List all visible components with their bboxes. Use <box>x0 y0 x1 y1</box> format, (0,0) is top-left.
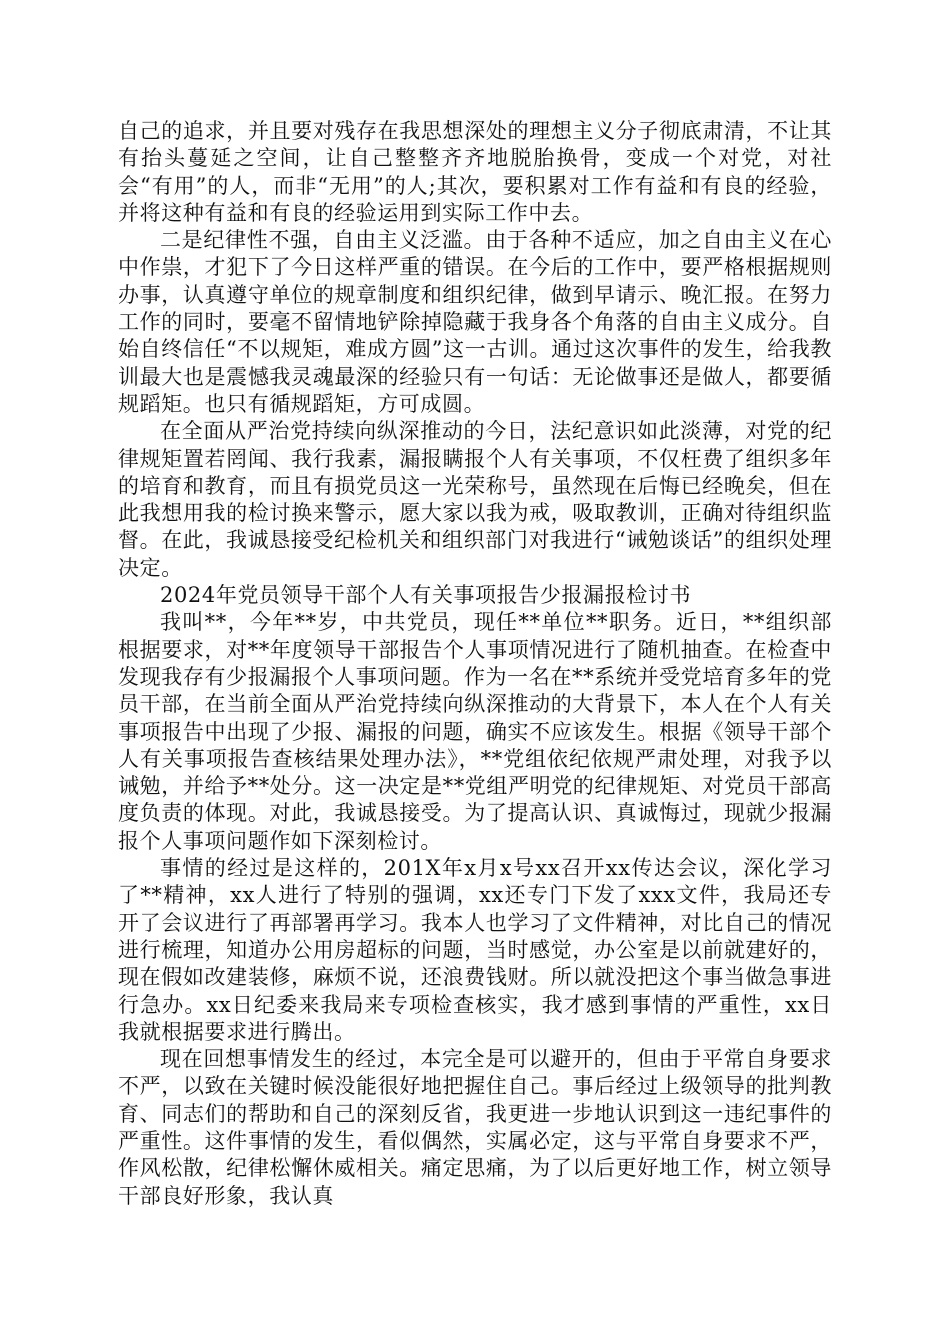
document-page <box>118 118 832 1210</box>
paragraph-continuation: 自己的追求，并且要对残存在我思想深处的理想主义分子彻底肃清，不让其有抬头蔓延之空间，让自己整整齐齐地脱胎换骨，变成一个对党，对社会“有用”的人，而非“无用”的人;其次，要积累对工作有益和有良的经验，并将这种有益和有良的经验运用到实际工作中去。 <box>118 119 832 225</box>
paragraph-discipline: 二是纪律性不强，自由主义泛滥。由于各种不适应，加之自由主义在心中作祟，才犯下了今日这样严重的错误。在今后的工作中，要严格根据规则办事，认真遵守单位的规章制度和组织纪律，做到早请示、晚汇报。在努力工作的同时，要毫不留情地铲除掉隐藏于我身各个角落的自由主义成分。自始自终信任“不以规矩，难成方圆”这一古训。通过这次事件的发生，给我教训最大也是震憾我灵魂最深的经验只有一句话：无论做事还是做人，都要循规蹈矩。也只有循规蹈矩，方可成圆。 <box>118 228 832 416</box>
paragraph-reflection: 现在回想事情发生的经过，本完全是可以避开的，但由于平常自身要求不严，以致在关键时候没能很好地把握住自己。事后经过上级领导的批判教育、同志们的帮助和自己的深刻反省，我更进一步地认识到这一违纪事件的严重性。这件事情的发生，看似偶然，实属必定，这与平常自身要求不严，作风松散，纪律松懈休威相关。痛定思痛，为了以后更好地工作，树立领导干部良好形象，我认真 <box>118 1047 832 1208</box>
paragraph-event-details: 事情的经过是这样的，201X年x月x号xx召开xx传达会议，深化学习了**精神，xx人进行了特别的强调，xx还专门下发了xxx文件，我局还专开了会议进行了再部署再学习。我本人也学习了文件精神，对比自己的情况进行梳理，知道办公用房超标的问题，当时感觉，办公室是以前就建好的，现在假如改建装修，麻烦不说，还浪费钱财。所以就没把这个事当做急事进行急办。xx日纪委来我局来专项检查核实，我才感到事情的严重性，xx日我就根据要求进行腾出。 <box>118 856 833 1044</box>
paragraph-introduction: 我叫**，今年**岁，中共党员，现任**单位**职务。近日，**组织部根据要求，对**年度领导干部报告个人事项情况进行了随机抽查。在检查中发现我存有少报漏报个人事项问题。作为一名在**系统并受党培育多年的党员干部，在当前全面从严治党持续向纵深推动的大背景下，本人在个人有关事项报告中出现了少报、漏报的问题，确实不应该发生。根据《领导干部个人有关事项报告查核结果处理办法》，**党组依纪依规严肃处理，对我予以诫勉，并给予**处分。这一决定是**党组严明党的纪律规矩、对党员干部高度负责的体现。对此，我诚恳接受。为了提高认识、真诚悔过，现就少报漏报个人事项问题作如下深刻检讨。 <box>118 610 832 853</box>
paragraph-conclusion: 在全面从严治党持续向纵深推动的今日，法纪意识如此淡薄，对党的纪律规矩置若罔闻、我行我素，漏报瞒报个人有关事项，不仅枉费了组织多年的培育和教育，而且有损党员这一光荣称号，虽然现在后悔已经晚矣，但在此我想用我的检讨换来警示，愿大家以我为戒，吸取教训，正确对待组织监督。在此，我诚恳接受纪检机关和组织部门对我进行“诫勉谈话”的组织处理决定。 <box>118 419 832 580</box>
document-heading: 2024年党员领导干部个人有关事项报告少报漏报检讨书 <box>160 583 692 608</box>
